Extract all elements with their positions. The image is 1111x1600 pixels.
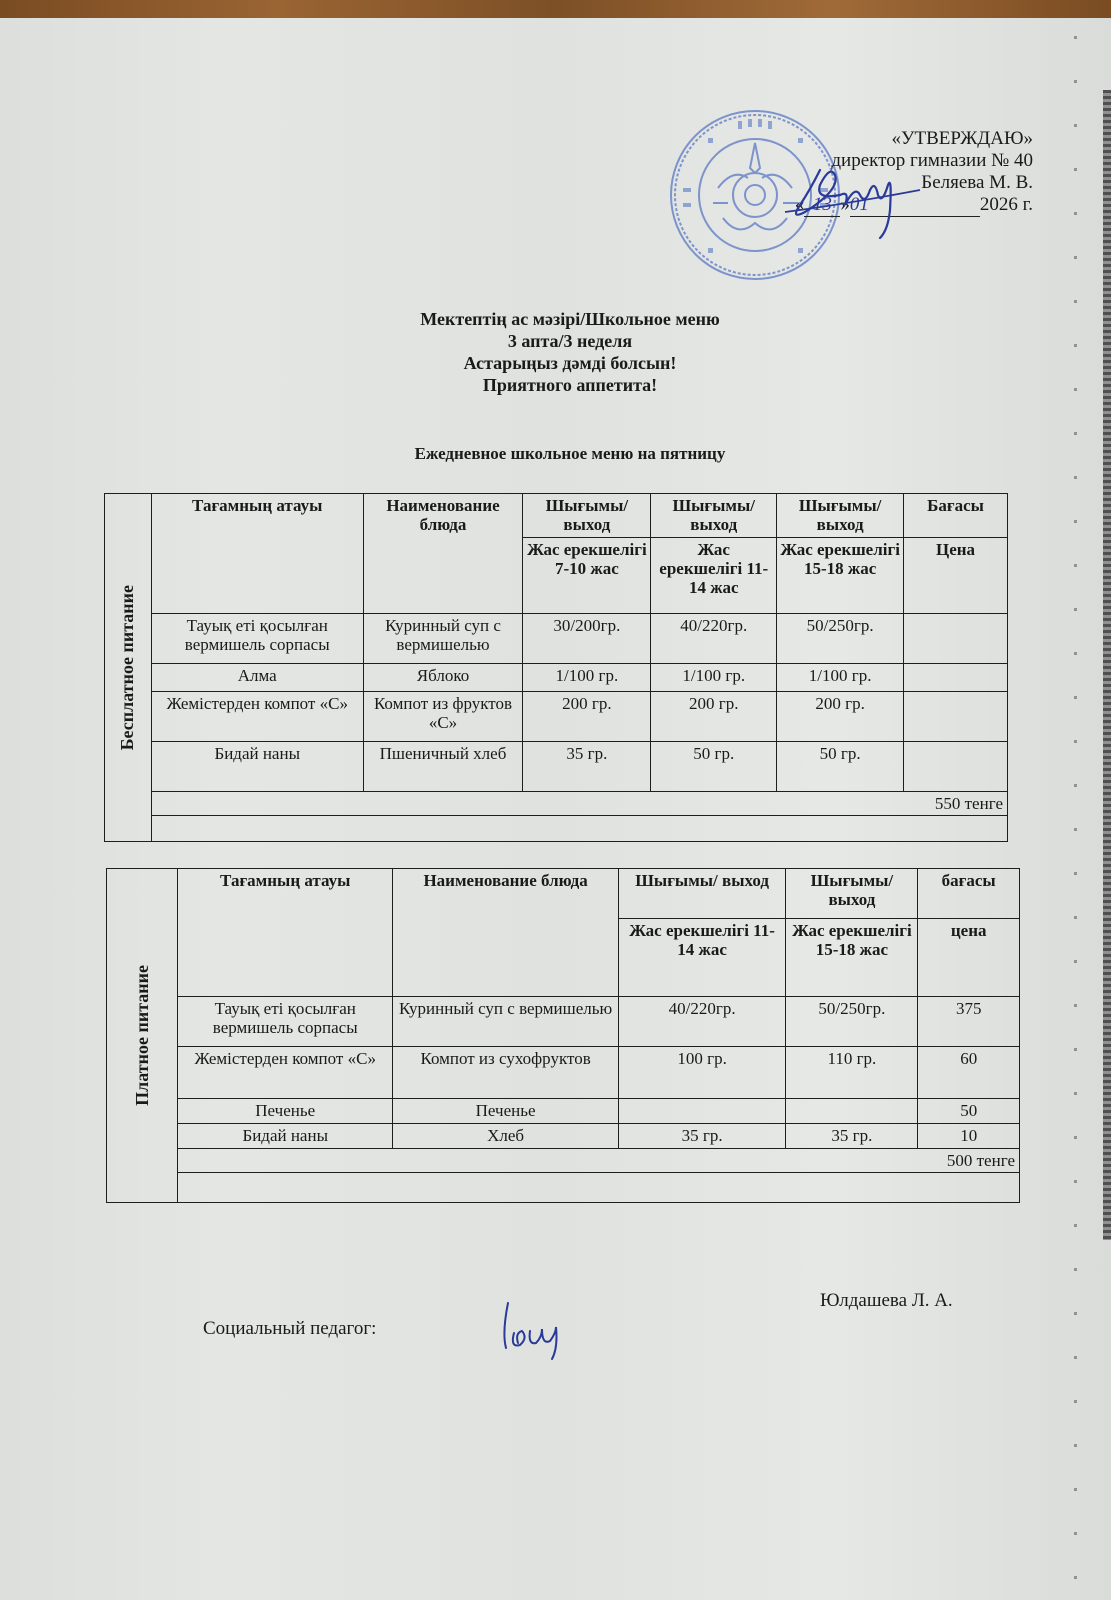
output-15-18: 50 гр. (777, 742, 904, 792)
output-15-18: 35 гр. (786, 1124, 918, 1149)
dish-kz: Печенье (178, 1099, 393, 1124)
header-age-3: Жас ерекшелігі 15-18 жас (777, 538, 904, 614)
output-7-10: 30/200гр. (523, 614, 651, 664)
output-15-18: 50/250гр. (786, 997, 918, 1047)
dish-kz: Бидай наны (178, 1124, 393, 1149)
approval-position: директор гимназии № 40 (831, 150, 1033, 171)
output-15-18: 110 гр. (786, 1047, 918, 1099)
output-11-14: 40/220гр. (651, 614, 777, 664)
empty-row (151, 816, 1007, 842)
price: 50 (918, 1099, 1020, 1124)
dish-ru: Компот из фруктов «С» (363, 692, 523, 742)
free-meal-total: 550 тенге (151, 792, 1007, 816)
dish-ru: Пшеничный хлеб (363, 742, 523, 792)
output-11-14: 1/100 гр. (651, 664, 777, 692)
paid-meal-table (106, 868, 1020, 1203)
header-output-2: Шығымы/ выход (786, 869, 918, 919)
page-edge-dots (1074, 18, 1077, 1600)
output-11-14: 35 гр. (618, 1124, 786, 1149)
output-11-14: 40/220гр. (618, 997, 786, 1047)
price (904, 614, 1008, 664)
table-row (105, 664, 1008, 692)
paid-meal-side-label: Платное питание (107, 869, 178, 1203)
approval-title: «УТВЕРЖДАЮ» (891, 128, 1033, 149)
table-row (107, 1099, 1020, 1124)
dish-kz: Бидай наны (151, 742, 363, 792)
table-row (107, 997, 1020, 1047)
dish-kz: Алма (151, 664, 363, 692)
price (904, 664, 1008, 692)
dish-kz: Жемістерден компот «С» (178, 1047, 393, 1099)
title-greeting-kz: Астарыңыз дәмді болсын! (463, 353, 677, 373)
output-11-14: 100 гр. (618, 1047, 786, 1099)
empty-row (178, 1173, 1020, 1203)
header-age-2: Жас ерекшелігі 11-14 жас (651, 538, 777, 614)
dish-kz: Тауық еті қосылған вермишель сорпасы (178, 997, 393, 1047)
desk-background (0, 0, 1111, 18)
dish-ru: Куринный суп с вермишелью (363, 614, 523, 664)
output-15-18: 200 гр. (777, 692, 904, 742)
header-output-1: Шығымы/ выход (618, 869, 786, 919)
director-signature (780, 150, 930, 240)
header-name-kz: Тағамның атауы (178, 869, 393, 997)
header-output-1: Шығымы/ выход (523, 494, 651, 538)
dish-kz: Жемістерден компот «С» (151, 692, 363, 742)
title-week: 3 апта/3 неделя (507, 331, 633, 351)
table-row (105, 614, 1008, 664)
free-meal-side-label: Бесплатное питание (105, 494, 152, 842)
header-output-3: Шығымы/ выход (777, 494, 904, 538)
price: 10 (918, 1124, 1020, 1149)
paid-meal-total: 500 тенге (178, 1149, 1020, 1173)
approval-date-month: 01 (850, 194, 980, 217)
social-pedagogue-signature (500, 1293, 570, 1363)
dish-ru: Яблоко (363, 664, 523, 692)
dish-ru: Куринный суп с вермишелью (393, 997, 618, 1047)
dish-ru: Хлеб (393, 1124, 618, 1149)
menu-titles (320, 308, 820, 396)
approval-date-day: 13 (804, 194, 840, 217)
social-pedagogue-label: Социальный педагог: (203, 1318, 377, 1339)
free-meal-table (104, 493, 1008, 842)
output-11-14 (618, 1099, 786, 1124)
daily-menu-title: Ежедневное школьное меню на пятницу (414, 444, 726, 463)
output-15-18 (786, 1099, 918, 1124)
header-age-1: Жас ерекшелігі 11-14 жас (618, 919, 786, 997)
header-price-ru: Цена (904, 538, 1008, 614)
output-7-10: 35 гр. (523, 742, 651, 792)
output-7-10: 1/100 гр. (523, 664, 651, 692)
price (904, 742, 1008, 792)
table-row (105, 692, 1008, 742)
header-name-kz: Тағамның атауы (151, 494, 363, 614)
header-price-ru: цена (918, 919, 1020, 997)
price: 60 (918, 1047, 1020, 1099)
approval-date-year: 2026 г. (979, 194, 1033, 215)
social-pedagogue-name: Юлдашева Л. А. (820, 1290, 953, 1311)
header-price-kz: Бағасы (904, 494, 1008, 538)
table-row (105, 742, 1008, 792)
header-name-ru: Наименование блюда (363, 494, 523, 614)
header-name-ru: Наименование блюда (393, 869, 618, 997)
price (904, 692, 1008, 742)
price: 375 (918, 997, 1020, 1047)
output-11-14: 50 гр. (651, 742, 777, 792)
dish-kz: Тауық еті қосылған вермишель сорпасы (151, 614, 363, 664)
approval-name: Беляева М. В. (921, 172, 1033, 193)
title-greeting-ru: Приятного аппетита! (482, 375, 658, 395)
dish-ru: Печенье (393, 1099, 618, 1124)
header-age-2: Жас ерекшелігі 15-18 жас (786, 919, 918, 997)
header-price-kz: бағасы (918, 869, 1020, 919)
title-school-menu: Мектептің ас мәзірі/Школьное меню (420, 309, 720, 329)
output-15-18: 1/100 гр. (777, 664, 904, 692)
dish-ru: Компот из сухофруктов (393, 1047, 618, 1099)
approval-date: «13»01 2026 г. (794, 194, 1033, 215)
output-7-10: 200 гр. (523, 692, 651, 742)
table-row (107, 1124, 1020, 1149)
output-15-18: 50/250гр. (777, 614, 904, 664)
table-row (107, 1047, 1020, 1099)
header-age-1: Жас ерекшелігі 7-10 жас (523, 538, 651, 614)
output-11-14: 200 гр. (651, 692, 777, 742)
page-edge-shadow (1103, 90, 1111, 1240)
header-output-2: Шығымы/ выход (651, 494, 777, 538)
